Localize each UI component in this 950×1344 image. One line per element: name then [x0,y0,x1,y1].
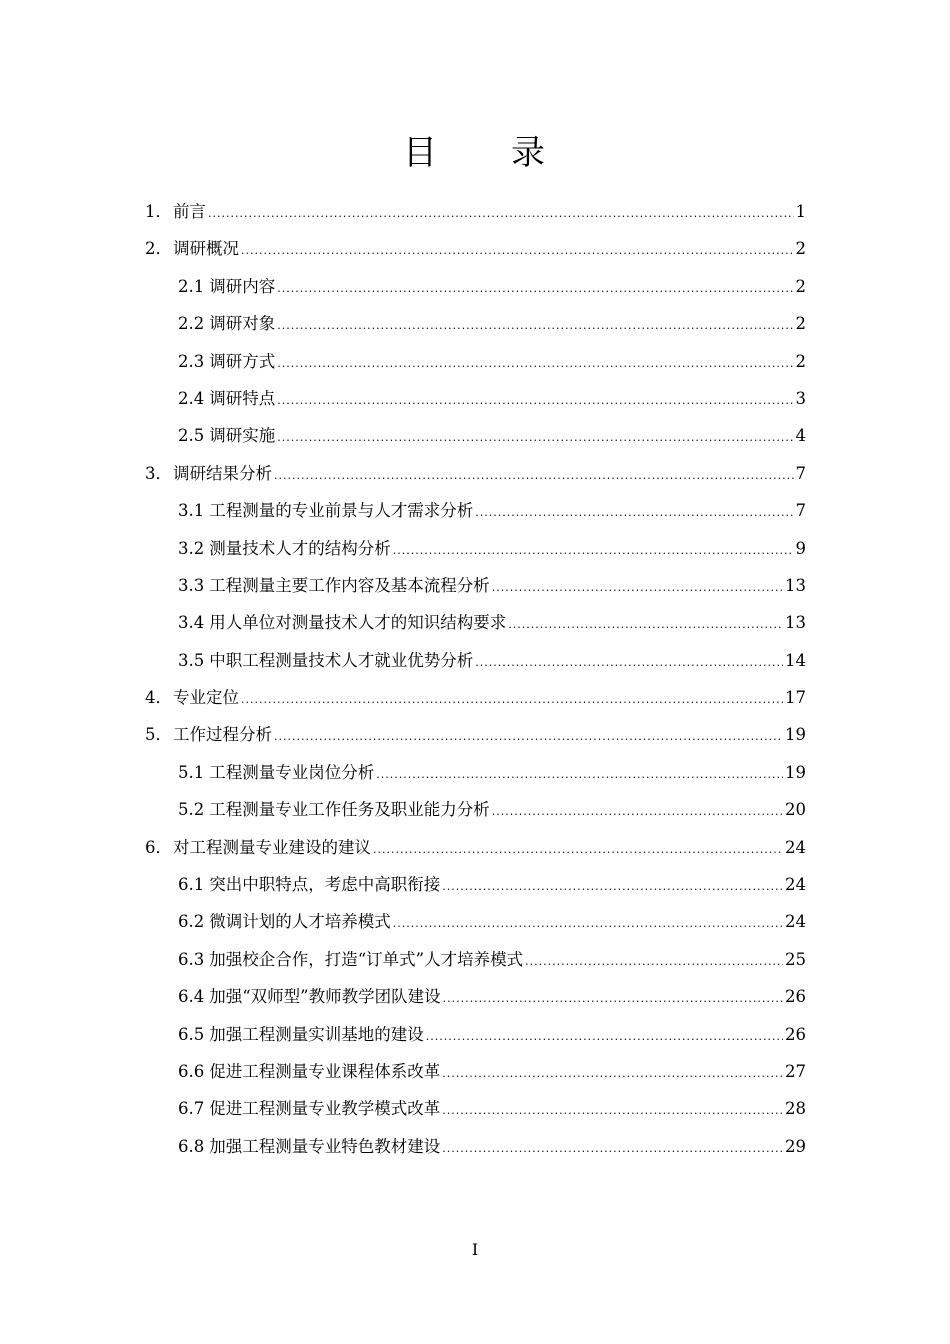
toc-entry-number: 1． [145,202,172,221]
toc-entry-label: 中职工程测量技术人才就业优势分析 [209,650,474,670]
toc-entry-page: 14 [785,650,806,670]
dot-leader [277,270,793,307]
toc-entry-label: 调研内容 [209,276,276,296]
toc-entry-page: 2 [795,239,806,259]
toc-entry[interactable] [145,716,806,753]
toc-entry-number: 3.5 [178,650,205,670]
toc-entry-label: 促进工程测量专业课程体系改革 [209,1061,441,1081]
toc-entry[interactable] [145,1053,806,1090]
toc-entry-label: 工作过程分析 [173,725,272,745]
toc-entry-label: 加强工程测量实训基地的建设 [209,1024,424,1044]
dot-leader [241,232,794,269]
toc-entry-label: 调研对象 [209,314,276,334]
toc-entry-page: 19 [785,725,806,745]
toc-entry[interactable] [145,193,806,230]
toc-entry-page: 25 [785,949,806,969]
toc-entry-page: 2 [795,276,806,296]
toc-entry[interactable] [145,829,806,866]
toc-entry-number: 6.7 [178,1099,205,1119]
toc-entry-label: 加强校企合作，打造“订单式”人才培养模式 [209,949,524,969]
toc-entry-label: 测量技术人才的结构分析 [209,538,391,558]
dot-leader [508,606,783,643]
toc-entry-label: 加强工程测量专业特色教材建设 [209,1136,441,1156]
toc-entry-page: 2 [795,314,806,334]
toc-entry[interactable] [145,230,806,267]
dot-leader [274,457,794,494]
toc-entry-label: 调研特点 [209,388,276,408]
toc-entry-number: 4． [145,688,172,708]
toc-entry-number: 2.5 [178,426,205,446]
dot-leader [376,756,783,793]
toc-entry-page: 19 [785,762,806,782]
toc-entry-number: 2.2 [178,314,205,334]
dot-leader [492,569,783,606]
dot-leader [426,1018,783,1055]
toc-entry[interactable] [145,1090,806,1127]
toc-entry-number: 6.6 [178,1061,205,1081]
toc-entry[interactable] [145,791,806,828]
toc-entry-number: 3.4 [178,613,205,633]
toc-entry-label: 调研方式 [209,351,276,371]
dot-leader [442,1055,783,1092]
toc-entry[interactable] [145,530,806,567]
table-of-contents [145,193,806,1165]
toc-entry[interactable] [145,754,806,791]
dot-leader [475,644,783,681]
toc-entry[interactable] [145,642,806,679]
toc-entry-page: 29 [785,1136,806,1156]
toc-entry[interactable] [145,866,806,903]
toc-entry-page: 7 [795,501,806,521]
dot-leader [277,307,793,344]
toc-entry-label: 工程测量的专业前景与人才需求分析 [209,501,474,521]
toc-entry-number: 3.3 [178,575,205,595]
toc-entry[interactable] [145,978,806,1015]
dot-leader [393,532,794,569]
dot-leader [442,1092,783,1129]
toc-entry-number: 2.1 [178,276,205,296]
page-title: 目 录 [403,133,547,173]
toc-entry-page: 27 [785,1061,806,1081]
toc-entry-page: 4 [795,426,806,446]
toc-entry-label: 调研结果分析 [173,463,272,483]
toc-entry-label: 加强“双师型”教师教学团队建设 [209,987,441,1007]
toc-entry-label: 用人单位对测量技术人才的知识结构要求 [209,613,507,633]
dot-leader [442,868,783,905]
dot-leader [277,419,793,456]
toc-entry-number: 6.5 [178,1024,205,1044]
dot-leader [525,943,783,980]
dot-leader [393,905,783,942]
toc-entry-page: 28 [785,1099,806,1119]
dot-leader [373,831,783,868]
toc-entry-number: 6． [145,837,172,857]
dot-leader [274,718,783,755]
toc-entry[interactable] [145,492,806,529]
toc-entry-page: 2 [795,351,806,371]
toc-entry-number: 5.1 [178,762,205,782]
toc-entry-page: 9 [795,538,806,558]
toc-entry-page: 13 [785,575,806,595]
toc-entry-label: 工程测量主要工作内容及基本流程分析 [209,575,490,595]
dot-leader [208,195,794,232]
toc-entry-label: 专业定位 [173,688,239,708]
toc-entry-page: 26 [785,987,806,1007]
toc-entry-number: 2． [145,239,172,259]
toc-entry-number: 6.3 [178,949,205,969]
toc-entry-page: 24 [785,912,806,932]
toc-entry-number: 2.3 [178,351,205,371]
toc-entry-label: 对工程测量专业建设的建议 [173,837,371,857]
toc-entry-page: 24 [785,875,806,895]
toc-entry-page: 24 [785,837,806,857]
toc-entry-number: 2.4 [178,388,205,408]
toc-entry-page: 13 [785,613,806,633]
toc-entry-page: 26 [785,1024,806,1044]
toc-entry[interactable] [145,417,806,454]
toc-entry[interactable] [145,679,806,716]
toc-entry[interactable] [145,903,806,940]
dot-leader [443,980,783,1017]
toc-entry-number: 6.1 [178,875,205,895]
toc-entry-label: 突出中职特点，考虑中高职衔接 [209,875,441,895]
toc-entry-number: 6.2 [178,912,205,932]
toc-entry-number: 5． [145,725,172,745]
toc-entry-page: 17 [785,688,806,708]
toc-entry-page: 20 [785,800,806,820]
dot-leader [277,382,793,419]
toc-entry[interactable] [145,343,806,380]
toc-entry-label: 工程测量专业工作任务及职业能力分析 [209,800,490,820]
toc-entry-number: 6.4 [178,987,205,1007]
toc-entry-label: 调研概况 [173,239,239,259]
toc-entry[interactable] [145,268,806,305]
toc-entry-page: 1 [795,202,806,221]
toc-entry-number: 3.1 [178,501,205,521]
toc-entry[interactable] [145,1016,806,1053]
toc-entry-number: 3.2 [178,538,205,558]
page-number: I [471,1240,479,1259]
dot-leader [475,494,793,531]
toc-entry-label: 前言 [173,202,206,221]
toc-entry-number: 6.8 [178,1136,205,1156]
toc-entry[interactable] [145,455,806,492]
dot-leader [277,345,793,382]
toc-entry[interactable] [145,604,806,641]
dot-leader [492,793,783,830]
toc-entry-page: 7 [795,463,806,483]
toc-entry[interactable] [145,305,806,342]
dot-leader [241,681,783,718]
toc-entry-label: 调研实施 [209,426,276,446]
toc-entry-number: 5.2 [178,800,205,820]
toc-entry[interactable] [145,1128,806,1165]
toc-entry-label: 工程测量专业岗位分析 [209,762,375,782]
toc-entry[interactable] [145,941,806,978]
toc-entry[interactable] [145,567,806,604]
toc-entry-label: 促进工程测量专业教学模式改革 [209,1099,441,1119]
toc-entry-number: 3． [145,463,172,483]
toc-entry[interactable] [145,380,806,417]
toc-entry-label: 微调计划的人才培养模式 [209,912,391,932]
dot-leader [442,1130,783,1167]
toc-entry-page: 3 [795,388,806,408]
